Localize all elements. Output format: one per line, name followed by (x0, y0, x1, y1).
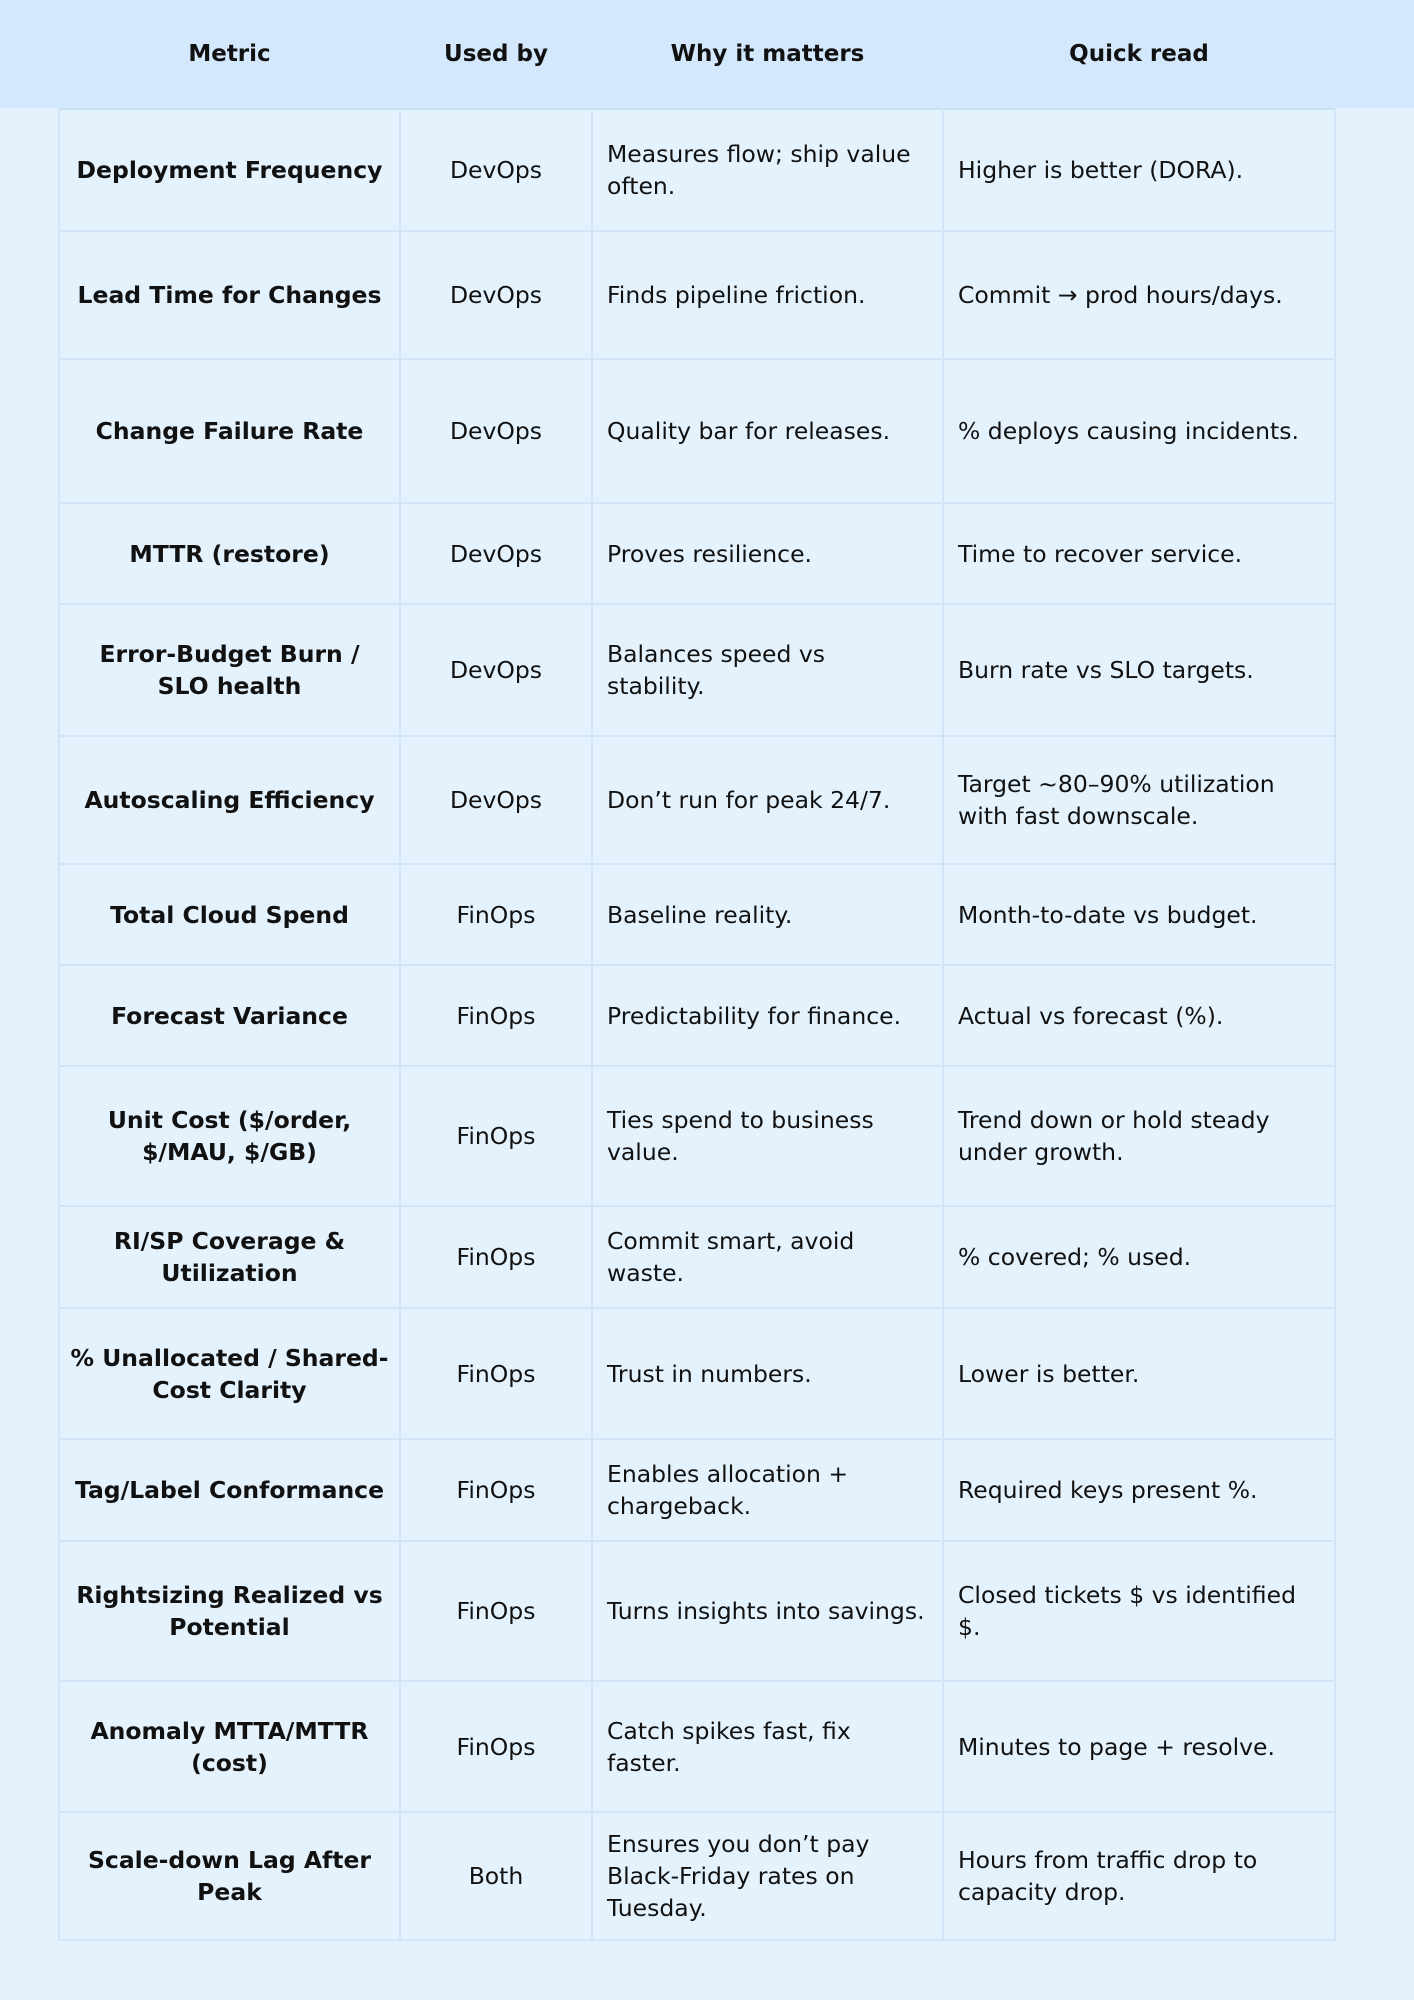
quick-read-cell: Month-to-date vs budget. (943, 864, 1335, 965)
metric-cell: Deployment Frequency (59, 109, 400, 231)
why-cell: Quality bar for releases. (592, 359, 943, 503)
table-row (59, 736, 1335, 864)
metric-cell: MTTR (restore) (59, 503, 400, 604)
quick-read-cell: Trend down or hold steady under growth. (943, 1066, 1335, 1206)
quick-read-cell: Closed tickets $ vs identified $. (943, 1541, 1335, 1681)
why-cell: Predictability for finance. (592, 965, 943, 1066)
why-cell: Catch spikes fast, fix faster. (592, 1681, 943, 1812)
why-cell: Enables allocation + chargeback. (592, 1439, 943, 1541)
quick-read-cell: Required keys present %. (943, 1439, 1335, 1541)
metric-cell: RI/SP Coverage & Utilization (59, 1206, 400, 1308)
table-header-row (59, 0, 1335, 109)
metric-cell: Forecast Variance (59, 965, 400, 1066)
table-row (59, 1206, 1335, 1308)
why-cell: Trust in numbers. (592, 1308, 943, 1439)
table-row (59, 1541, 1335, 1681)
metric-cell: Scale-down Lag After Peak (59, 1812, 400, 1940)
table-row (59, 109, 1335, 231)
header-metric: Metric (188, 41, 271, 67)
used-by-cell: DevOps (400, 736, 592, 864)
quick-read-cell: % covered; % used. (943, 1206, 1335, 1308)
header-used-by: Used by (444, 41, 548, 67)
table-row (59, 864, 1335, 965)
used-by-cell: FinOps (400, 1541, 592, 1681)
used-by-cell: FinOps (400, 864, 592, 965)
metric-cell: Lead Time for Changes (59, 231, 400, 359)
table-row (59, 1066, 1335, 1206)
quick-read-cell: % deploys causing incidents. (943, 359, 1335, 503)
why-cell: Balances speed vs stability. (592, 604, 943, 736)
metric-cell: Total Cloud Spend (59, 864, 400, 965)
table-row (59, 231, 1335, 359)
used-by-cell: DevOps (400, 359, 592, 503)
why-cell: Ensures you don’t pay Black-Friday rates on Tuesday. (592, 1812, 943, 1940)
quick-read-cell: Minutes to page + resolve. (943, 1681, 1335, 1812)
quick-read-cell: Burn rate vs SLO targets. (943, 604, 1335, 736)
quick-read-cell: Higher is better (DORA). (943, 109, 1335, 231)
metric-cell: Rightsizing Realized vs Potential (59, 1541, 400, 1681)
quick-read-cell: Hours from traffic drop to capacity drop. (943, 1812, 1335, 1940)
used-by-cell: FinOps (400, 1066, 592, 1206)
table-row (59, 604, 1335, 736)
why-cell: Turns insights into savings. (592, 1541, 943, 1681)
why-cell: Proves resilience. (592, 503, 943, 604)
quick-read-cell: Commit → prod hours/days. (943, 231, 1335, 359)
metric-cell: % Unallocated / Shared-Cost Clarity (59, 1308, 400, 1439)
used-by-cell: DevOps (400, 109, 592, 231)
why-cell: Finds pipeline friction. (592, 231, 943, 359)
table-row (59, 503, 1335, 604)
used-by-cell: FinOps (400, 1439, 592, 1541)
table-row (59, 1308, 1335, 1439)
metric-cell: Autoscaling Efficiency (59, 736, 400, 864)
metric-cell: Tag/Label Conformance (59, 1439, 400, 1541)
table-row (59, 1681, 1335, 1812)
quick-read-cell: Actual vs forecast (%). (943, 965, 1335, 1066)
metric-cell: Change Failure Rate (59, 359, 400, 503)
quick-read-cell: Time to recover service. (943, 503, 1335, 604)
why-cell: Commit smart, avoid waste. (592, 1206, 943, 1308)
table-row (59, 359, 1335, 503)
used-by-cell: FinOps (400, 1308, 592, 1439)
why-cell: Baseline reality. (592, 864, 943, 965)
used-by-cell: FinOps (400, 1681, 592, 1812)
metric-cell: Anomaly MTTA/MTTR (cost) (59, 1681, 400, 1812)
header-quick-read: Quick read (1069, 41, 1209, 67)
why-cell: Don’t run for peak 24/7. (592, 736, 943, 864)
used-by-cell: DevOps (400, 604, 592, 736)
used-by-cell: Both (400, 1812, 592, 1940)
why-cell: Measures flow; ship value often. (592, 109, 943, 231)
why-cell: Ties spend to business value. (592, 1066, 943, 1206)
quick-read-cell: Lower is better. (943, 1308, 1335, 1439)
used-by-cell: DevOps (400, 503, 592, 604)
metric-cell: Unit Cost ($/order, $/MAU, $/GB) (59, 1066, 400, 1206)
table-row (59, 1439, 1335, 1541)
table-row (59, 965, 1335, 1066)
quick-read-cell: Target ~80–90% utilization with fast downscale. (943, 736, 1335, 864)
header-why-it-matters: Why it matters (670, 41, 865, 67)
used-by-cell: FinOps (400, 965, 592, 1066)
used-by-cell: DevOps (400, 231, 592, 359)
used-by-cell: FinOps (400, 1206, 592, 1308)
metrics-table (58, 0, 1336, 1941)
metric-cell: Error-Budget Burn / SLO health (59, 604, 400, 736)
table-row (59, 1812, 1335, 1940)
